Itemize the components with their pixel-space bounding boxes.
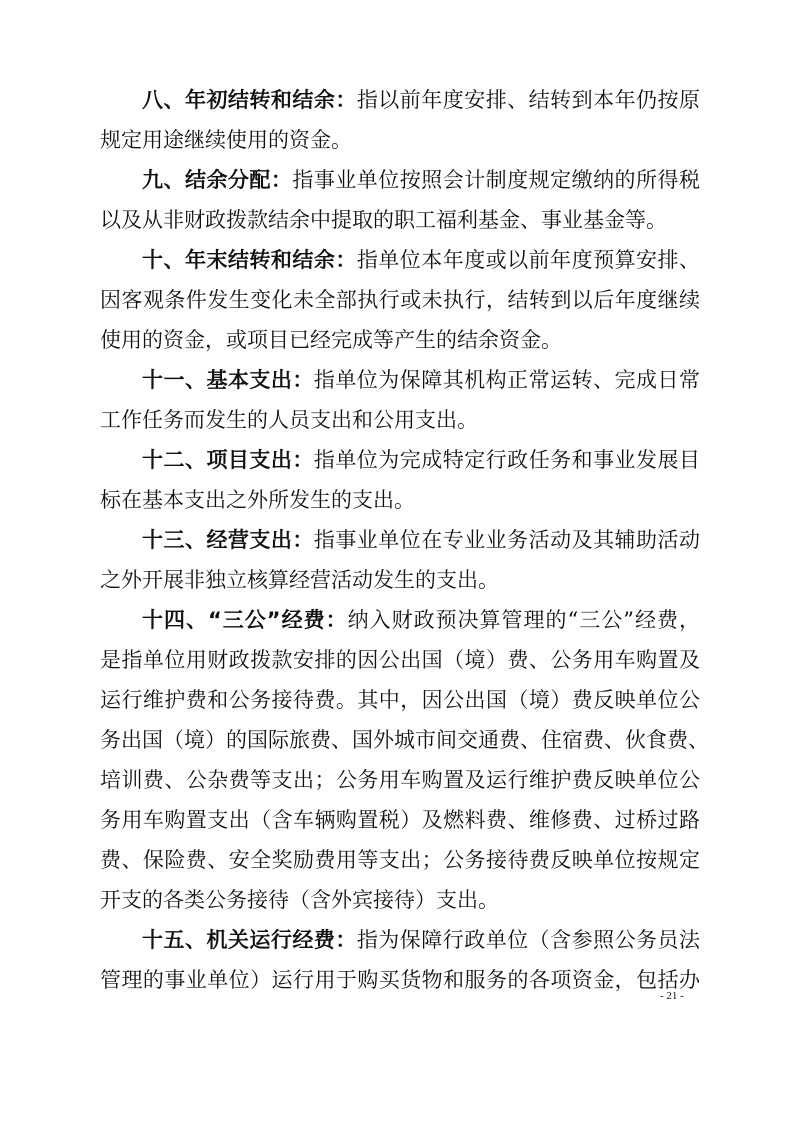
line-text: 是指单位用财政拨款安排的因公出国（境）费、公务用车购置及 xyxy=(100,648,700,672)
line-text: 工作任务而发生的人员支出和公用支出。 xyxy=(100,408,478,432)
line-text: 指事业单位按照会计制度规定缴纳的所得税 xyxy=(292,168,700,192)
page-number: - 21 - xyxy=(660,990,684,1002)
text-line xyxy=(100,280,700,320)
text-line xyxy=(100,240,700,280)
section-heading: 九、结余分配： xyxy=(142,168,293,192)
paragraph xyxy=(100,80,700,160)
line-text: 以及从非财政拨款结余中提取的职工福利基金、事业基金等。 xyxy=(100,208,667,232)
text-line xyxy=(100,840,700,880)
text-line xyxy=(100,400,700,440)
line-text: 运行维护费和公务接待费。其中，因公出国（境）费反映单位公 xyxy=(100,688,700,712)
text-line xyxy=(100,760,700,800)
paragraph xyxy=(100,240,700,360)
text-line xyxy=(100,80,700,120)
line-text: 之外开展非独立核算经营活动发生的支出。 xyxy=(100,568,499,592)
line-text: 使用的资金，或项目已经完成等产生的结余资金。 xyxy=(100,328,562,352)
line-text: 标在基本支出之外所发生的支出。 xyxy=(100,488,415,512)
line-text: 务用车购置支出（含车辆购置税）及燃料费、维修费、过桥过路 xyxy=(100,808,700,832)
paragraph xyxy=(100,520,700,600)
text-line xyxy=(100,200,700,240)
line-text: 指为保障行政单位（含参照公务员法 xyxy=(356,928,701,952)
line-text: 指单位本年度或以前年度预算安排、 xyxy=(356,248,701,272)
section-heading: 十三、经营支出： xyxy=(142,528,314,552)
paragraph xyxy=(100,600,709,920)
line-text: 指以前年度安排、结转到本年仍按原 xyxy=(356,88,701,112)
paragraph xyxy=(100,440,700,520)
text-line xyxy=(100,640,700,680)
text-line xyxy=(100,920,700,960)
line-text: 指单位为保障其机构正常运转、完成日常 xyxy=(313,368,701,392)
line-text: 开支的各类公务接待（含外宾接待）支出。 xyxy=(100,888,499,912)
document-body xyxy=(100,80,709,1000)
text-line xyxy=(100,880,700,920)
paragraph xyxy=(100,920,700,1000)
text-line xyxy=(100,360,700,400)
line-text: 指事业单位在专业业务活动及其辅助活动 xyxy=(313,528,701,552)
line-text: 费、保险费、安全奖励费用等支出；公务接待费反映单位按规定 xyxy=(100,848,700,872)
line-text: 因客观条件发生变化未全部执行或未执行，结转到以后年度继续 xyxy=(100,288,700,312)
text-line xyxy=(100,440,700,480)
paragraph xyxy=(100,360,700,440)
line-text: 培训费、公杂费等支出；公务用车购置及运行维护费反映单位公 xyxy=(100,768,700,792)
section-heading: 十二、项目支出： xyxy=(142,448,314,472)
text-line xyxy=(100,800,700,840)
text-line xyxy=(100,680,700,720)
line-text: 管理的事业单位）运行用于购买货物和服务的各项资金，包括办 xyxy=(100,968,700,992)
text-line xyxy=(100,160,700,200)
text-line xyxy=(100,600,700,640)
text-line xyxy=(100,480,700,520)
text-line xyxy=(100,120,700,160)
section-heading: 十五、机关运行经费： xyxy=(142,928,357,952)
section-heading: 十四、“三公”经费： xyxy=(142,608,348,632)
text-line xyxy=(100,320,700,360)
section-heading: 十一、基本支出： xyxy=(142,368,314,392)
section-heading: 十、年末结转和结余： xyxy=(142,248,357,272)
text-line xyxy=(100,520,700,560)
line-text: 纳入财政预决算管理的“三公”经费， xyxy=(347,608,700,632)
line-text: 指单位为完成特定行政任务和事业发展目 xyxy=(313,448,701,472)
text-line xyxy=(100,960,700,1000)
paragraph xyxy=(100,160,700,240)
line-text: 规定用途继续使用的资金。 xyxy=(100,128,352,152)
section-heading: 八、年初结转和结余： xyxy=(142,88,357,112)
line-text: 务出国（境）的国际旅费、国外城市间交通费、住宿费、伙食费、 xyxy=(100,728,709,752)
text-line xyxy=(100,720,709,760)
text-line xyxy=(100,560,700,600)
